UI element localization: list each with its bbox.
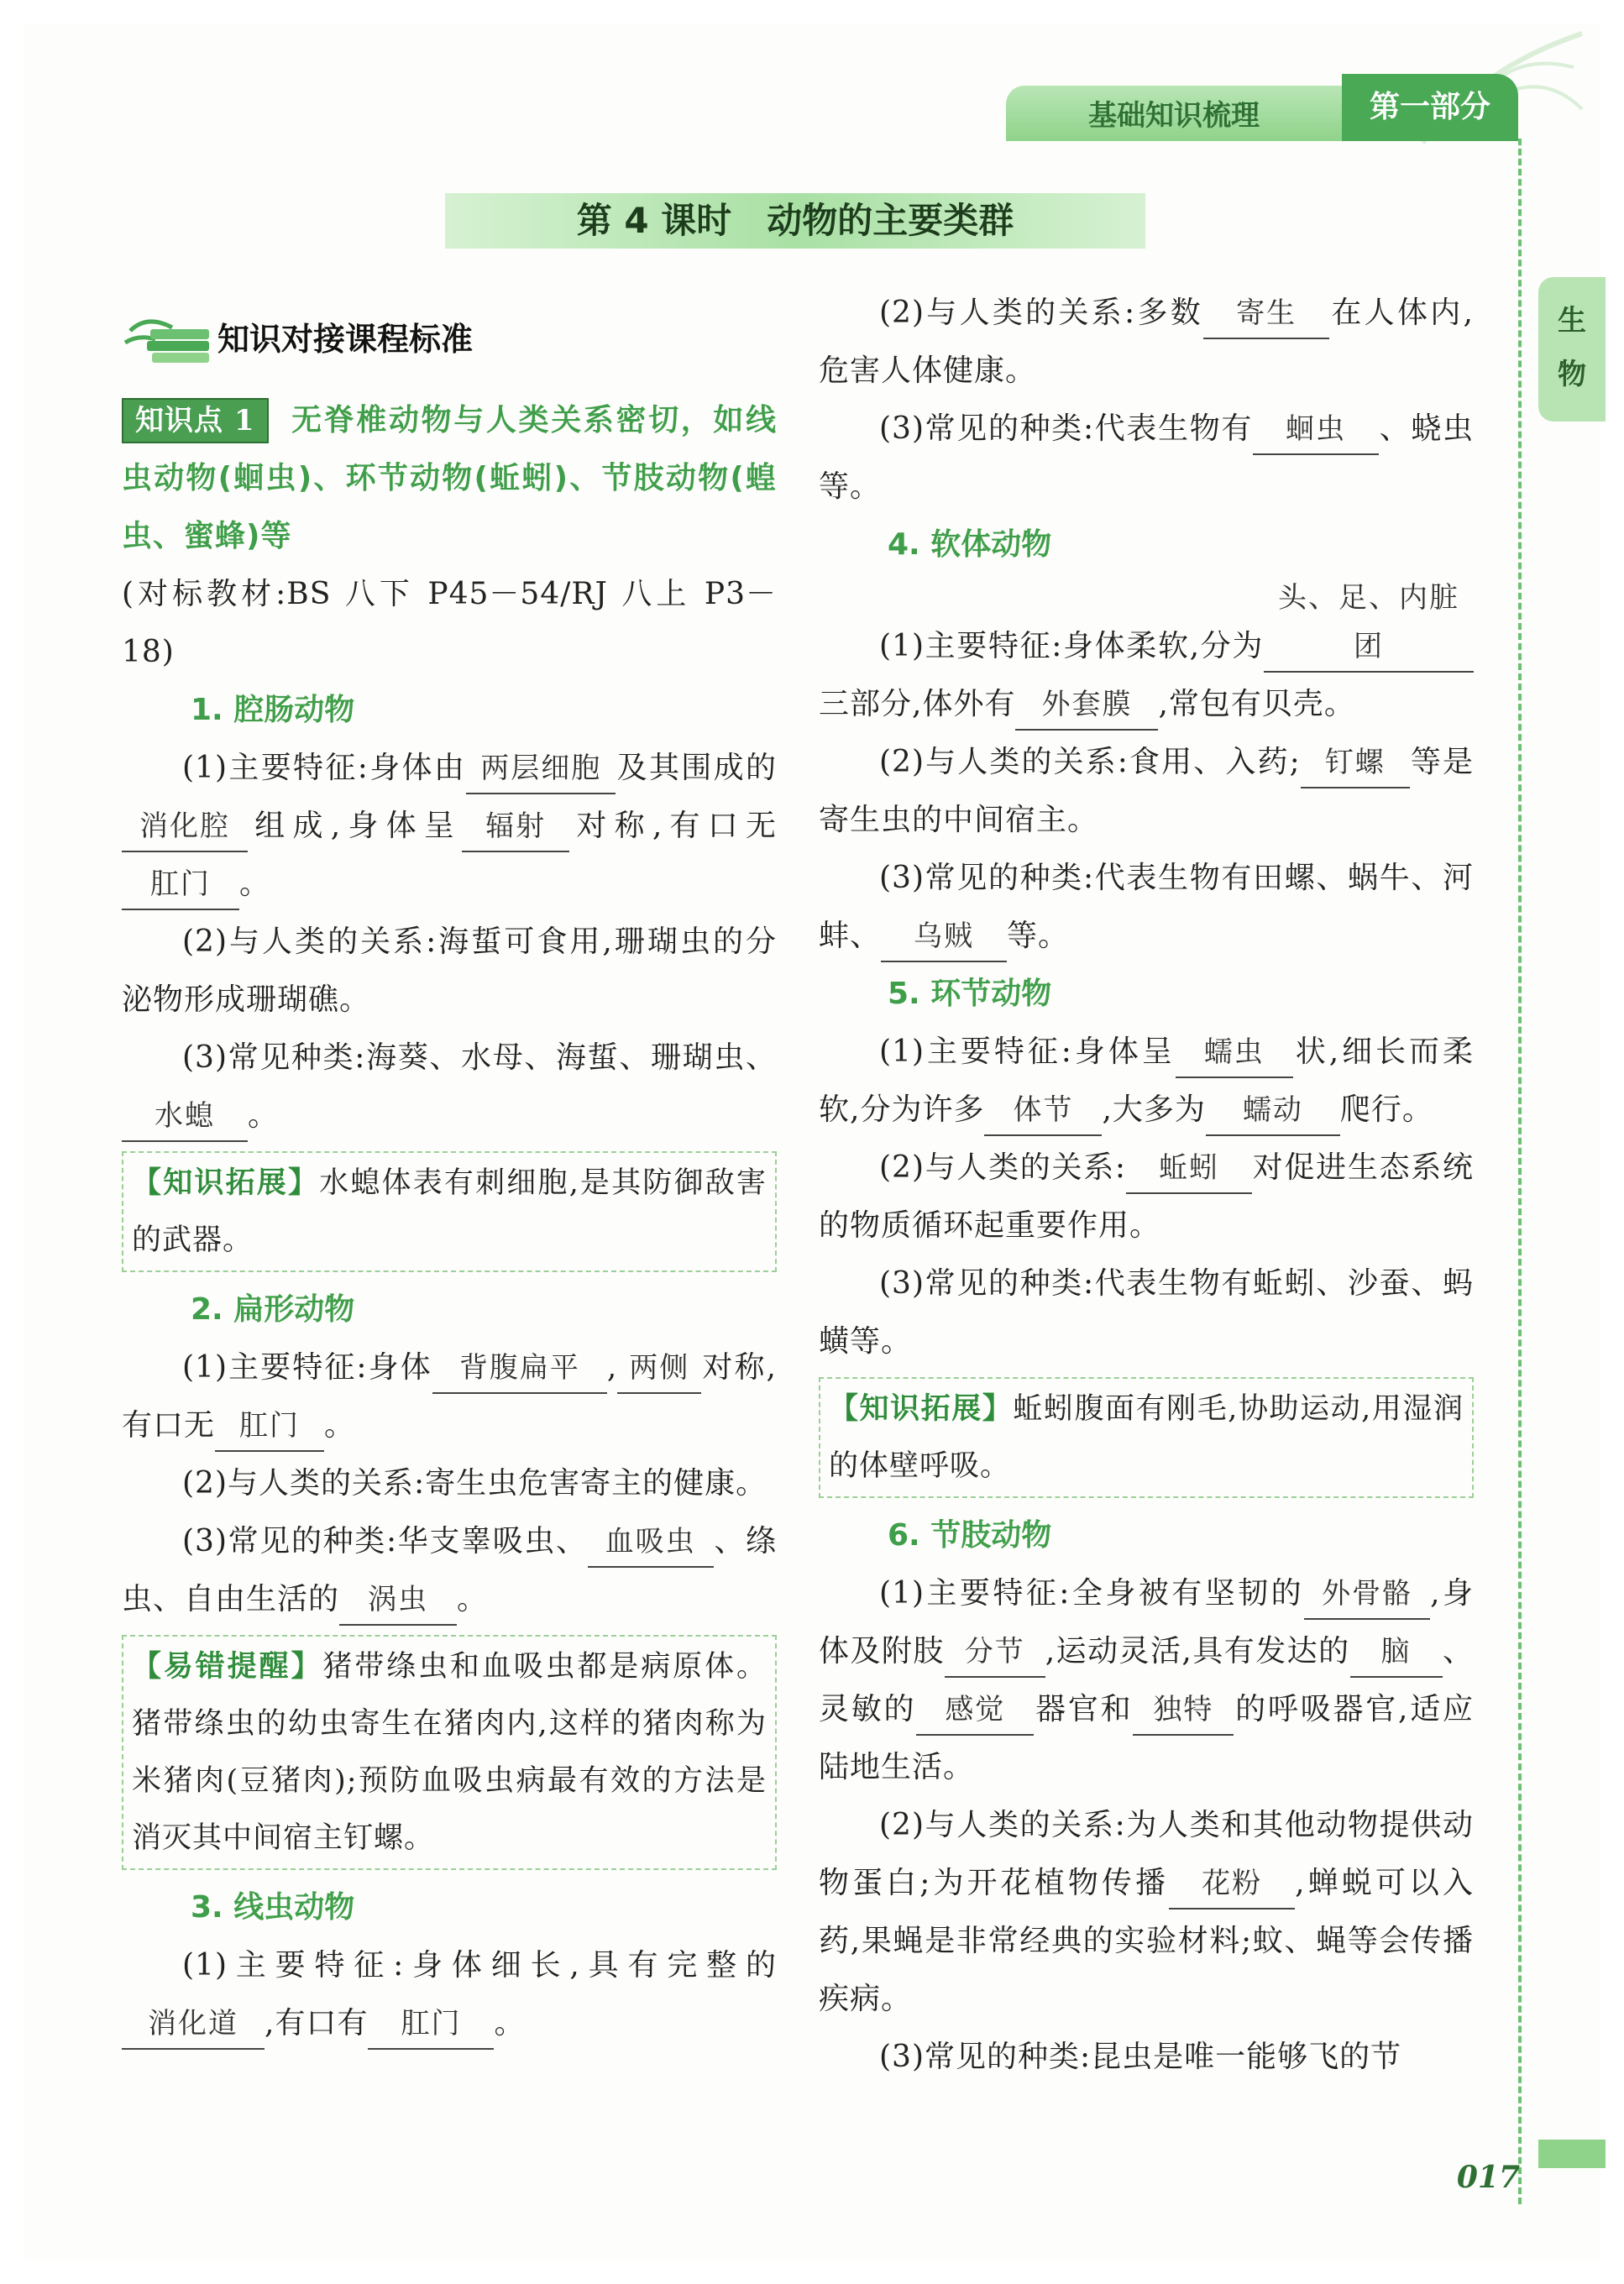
heading-arthropods: 6. 节肢动物	[888, 1518, 1052, 1553]
answer-blank: 蛔虫	[1253, 405, 1379, 455]
note-tag: 【知识拓展】	[829, 1392, 1014, 1426]
text: ,蝉蜕可以入药,果蝇是非常经典的实验材料;蚊、蝇等会传播疾病。	[819, 1866, 1474, 2016]
text: 、蛲虫等。	[819, 411, 1474, 504]
answer-blank: 脑	[1350, 1627, 1443, 1678]
mollusk-features	[819, 574, 1474, 733]
text: (1)主要特征:全身被有坚韧的	[879, 1576, 1305, 1611]
coelenterate-species	[122, 1029, 777, 1145]
flatworm-features	[122, 1338, 777, 1454]
answer-blank: 两层细胞	[466, 744, 616, 794]
answer-blank: 涡虫	[339, 1575, 457, 1626]
flatworm-relation: (2)与人类的关系:寄生虫危害寄主的健康。	[182, 1466, 767, 1501]
roundworm-features	[122, 1936, 777, 2052]
answer-blank: 分节	[945, 1627, 1045, 1678]
text: ,大多为	[1102, 1092, 1206, 1127]
extension-note	[829, 1380, 1464, 1495]
answer-blank: 蚯蚓	[1126, 1144, 1252, 1194]
mollusk-relation	[819, 733, 1474, 849]
knowledge-point-text: 无脊椎动物与人类关系密切，如线虫动物(蛔虫)、环节动物(蚯蚓)、节肢动物(蝗虫、蜜蜂)等	[122, 403, 777, 553]
answer-blank: 独特	[1133, 1685, 1234, 1736]
coelenterate-relation: (2)与人类的关系:海蜇可食用,珊瑚虫的分泌物形成珊瑚礁。	[122, 925, 777, 1017]
answer-blank: 花粉	[1169, 1859, 1295, 1909]
answer-blank: 两侧	[617, 1344, 701, 1394]
flatworm-species	[122, 1512, 777, 1628]
text: (3)常见的种类:代表生物有	[879, 411, 1254, 446]
heading-coelenterates: 1. 腔肠动物	[191, 693, 355, 727]
lesson-title: 第 4 课时 动物的主要类群	[445, 193, 1145, 249]
section-title: 知识对接课程标准	[217, 320, 474, 358]
subject-side-tab	[1538, 277, 1606, 422]
text: 。	[324, 1408, 356, 1443]
annelid-species: (3)常见的种类:代表生物有蚯蚓、沙蚕、蚂蟥等。	[819, 1266, 1474, 1359]
text: (3)常见种类:海葵、水母、海蜇、珊瑚虫、	[182, 1040, 777, 1075]
note-text: 蚯蚓腹面有刚毛,协助运动,用湿润的体壁呼吸。	[829, 1392, 1464, 1483]
text: 的呼吸器官,适应陆地生活。	[819, 1692, 1474, 1784]
text: 在人体内,危害人体健康。	[819, 296, 1474, 388]
extension-note-box	[122, 1151, 777, 1272]
left-column	[122, 302, 777, 2052]
error-warning	[132, 1638, 767, 1867]
answer-blank: 蠕动	[1206, 1086, 1340, 1136]
text: 对促进生态系统的物质循环起重要作用。	[819, 1150, 1474, 1243]
roundworm-species	[819, 400, 1474, 516]
text: ,	[606, 1350, 618, 1385]
text: 及其围成的	[616, 751, 777, 785]
answer-blank: 体节	[984, 1086, 1102, 1136]
text: 三部分,体外有	[819, 687, 1016, 721]
arthropod-features	[819, 1564, 1474, 1796]
annelid-relation	[819, 1139, 1474, 1255]
text: 。	[457, 1582, 489, 1616]
header-section-tab: 基础知识梳理	[1006, 86, 1342, 141]
text: 。	[494, 2006, 526, 2040]
note-tag: 【易错提醒】	[132, 1650, 323, 1684]
answer-blank: 肛门	[368, 1999, 494, 2050]
margin-divider	[1518, 139, 1522, 2204]
section-banner	[122, 302, 777, 369]
text: (2)与人类的关系:多数	[879, 296, 1204, 330]
answer-blank: 消化道	[122, 1999, 265, 2050]
note-text: 猪带绦虫和血吸虫都是病原体。猪带绦虫的幼虫寄生在猪肉内,这样的猪肉称为米猪肉(豆猪肉);预防血吸虫病最有效的方法是消灭其中间宿主钉螺。	[132, 1650, 767, 1855]
heading-flatworms: 2. 扁形动物	[191, 1292, 355, 1327]
text: ,身体及附肢	[819, 1576, 1474, 1668]
heading-mollusks: 4. 软体动物	[888, 527, 1052, 562]
answer-blank: 寄生	[1203, 289, 1329, 339]
text: 对称,有口无	[122, 1350, 777, 1443]
coelenterate-features	[122, 739, 777, 913]
answer-blank: 背腹扁平	[432, 1344, 607, 1394]
roundworm-relation	[819, 284, 1474, 400]
knowledge-point-tag: 知识点 1	[122, 398, 269, 443]
answer-blank: 乌贼	[881, 912, 1007, 962]
answer-blank: 外骨骼	[1304, 1569, 1430, 1620]
side-tab-char-1: 生	[1558, 304, 1586, 338]
text: 等是寄生虫的中间宿主。	[819, 745, 1474, 837]
note-tag: 【知识拓展】	[132, 1166, 320, 1200]
arthropod-relation	[819, 1796, 1474, 2028]
extension-note-box	[819, 1377, 1474, 1498]
answer-blank: 蠕虫	[1176, 1028, 1293, 1078]
answer-blank: 消化腔	[122, 802, 248, 852]
text: 组成,身体呈	[248, 809, 463, 843]
text: 、绦虫、自由生活的	[122, 1524, 777, 1616]
text: 器官和	[1034, 1692, 1134, 1726]
text: (1)主要特征:身体	[182, 1350, 432, 1385]
note-text: 水螅体表有刺细胞,是其防御敌害的武器。	[132, 1166, 767, 1257]
heading-annelids: 5. 环节动物	[888, 977, 1052, 1011]
text: (1)主要特征:身体呈	[879, 1035, 1176, 1069]
answer-blank: 血吸虫	[588, 1517, 714, 1568]
text: (1)主要特征:身体由	[182, 751, 467, 785]
text: 等。	[1007, 919, 1070, 953]
text: 。	[239, 867, 271, 901]
side-tab-char-2: 物	[1558, 358, 1586, 391]
text: 状,细长而柔软,分为许多	[819, 1035, 1474, 1127]
page-number: 017	[1456, 2160, 1520, 2195]
text: ,运动灵活,具有发达的	[1045, 1634, 1350, 1668]
answer-blank: 辐射	[462, 802, 569, 852]
text: 爬行。	[1339, 1092, 1433, 1127]
knowledge-point-intro	[122, 391, 777, 565]
text: 、灵敏的	[819, 1634, 1474, 1726]
right-column	[819, 284, 1474, 2086]
text: (1)主要特征:身体细长,具有完整的	[182, 1948, 777, 1983]
extension-note	[132, 1155, 767, 1269]
text: (2)与人类的关系:食用、入药;	[879, 745, 1301, 779]
text: 对称,有口无	[569, 809, 777, 843]
annelid-features	[819, 1023, 1474, 1139]
answer-blank: 水螅	[122, 1092, 248, 1142]
textbook-reference: (对标教材:BS 八下 P45－54/RJ 八上 P3－18)	[122, 577, 777, 669]
text: (1)主要特征:身体柔软,分为	[879, 629, 1264, 663]
answer-blank: 感觉	[916, 1685, 1034, 1736]
arthropod-species: (3)常见的种类:昆虫是唯一能够飞的节	[879, 2040, 1402, 2074]
mollusk-species	[819, 849, 1474, 965]
text: ,有口有	[265, 2006, 369, 2040]
answer-blank: 肛门	[215, 1401, 324, 1452]
text: (3)常见的种类:代表生物有田螺、蜗牛、河蚌、	[819, 861, 1474, 953]
text: (2)与人类的关系:为人类和其他动物提供动物蛋白;为开花植物传播	[819, 1808, 1474, 1900]
text: ,常包有贝壳。	[1158, 687, 1355, 721]
text: (2)与人类的关系:	[879, 1150, 1127, 1185]
heading-roundworms: 3. 线虫动物	[191, 1890, 355, 1925]
text: (3)常见的种类:华支睾吸虫、	[182, 1524, 588, 1558]
text: 。	[248, 1098, 280, 1133]
answer-blank: 头、足、内脏团	[1264, 574, 1474, 673]
header-part-tab: 第一部分	[1342, 74, 1518, 141]
error-warning-box	[122, 1635, 777, 1870]
books-icon	[122, 306, 214, 366]
answer-blank: 钉螺	[1301, 738, 1410, 788]
answer-blank: 外套膜	[1015, 680, 1158, 731]
side-bottom-bar	[1538, 2140, 1606, 2168]
answer-blank: 肛门	[122, 860, 239, 910]
